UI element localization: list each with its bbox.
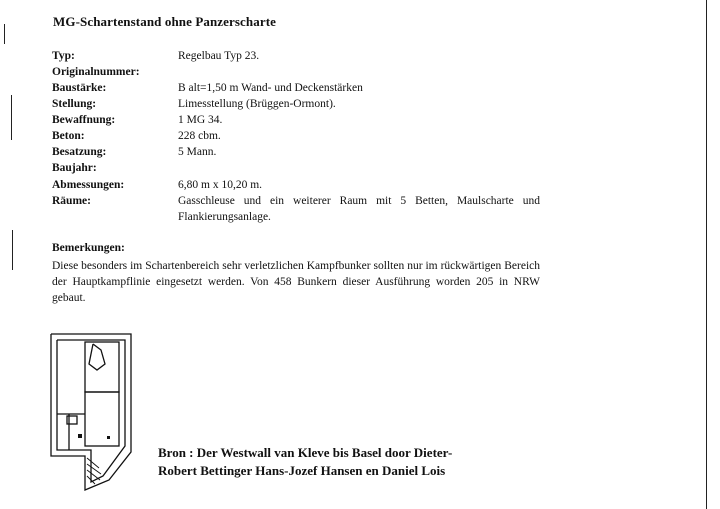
spec-value: Gasschleuse und ein weiterer Raum mit 5 Betten, Maulscharte und Flankierungsanlage. bbox=[178, 195, 540, 223]
source-citation bbox=[158, 444, 452, 480]
scan-edge-mark-top bbox=[4, 24, 5, 44]
remarks-heading: Bemerkungen: bbox=[52, 242, 125, 254]
spec-label: Baustärke: bbox=[52, 82, 107, 94]
plan-hatch bbox=[87, 464, 101, 474]
source-line-1: Bron : Der Westwall van Kleve bis Basel door Dieter- bbox=[158, 445, 453, 460]
spec-label: Beton: bbox=[52, 130, 85, 142]
scan-right-border bbox=[706, 0, 707, 509]
spec-value: 1 MG 34. bbox=[178, 114, 223, 126]
plan-inner-wall bbox=[57, 340, 125, 482]
spec-label: Abmessungen: bbox=[52, 179, 125, 191]
spec-label: Originalnummer: bbox=[52, 66, 140, 78]
spec-value: Regelbau Typ 23. bbox=[178, 50, 260, 62]
spec-value: 6,80 m x 10,20 m. bbox=[178, 179, 263, 191]
scan-edge-mark-middle bbox=[11, 95, 12, 140]
spec-label: Räume: bbox=[52, 195, 91, 207]
spec-label: Besatzung: bbox=[52, 146, 107, 158]
spec-value: 228 cbm. bbox=[178, 130, 221, 142]
source-line-2: Robert Bettinger Hans-Jozef Hansen en Daniel Lois bbox=[158, 463, 446, 478]
plan-entrance bbox=[89, 344, 105, 370]
bunker-floor-plan bbox=[45, 330, 145, 492]
spec-label: Bewaffnung: bbox=[52, 114, 116, 126]
spec-label: Typ: bbox=[52, 50, 75, 62]
spec-value: 5 Mann. bbox=[178, 146, 217, 158]
plan-hatch bbox=[87, 458, 99, 468]
scan-edge-mark-lower bbox=[12, 230, 13, 270]
remarks-text: Diese besonders im Schartenbereich sehr verletzlichen Kampfbunker sollten nur im rückwärtigen Bereich der Hauptkampflinie eingesetzt werden. Von 458 Bunkern dieser Ausführung worden 205 in NRW gebaut. bbox=[52, 260, 540, 304]
plan-pillar bbox=[78, 434, 82, 438]
spec-value: Limesstellung (Brüggen-Ormont). bbox=[178, 98, 336, 110]
plan-pillar bbox=[107, 436, 110, 439]
spec-label: Stellung: bbox=[52, 98, 97, 110]
document-title: MG-Schartenstand ohne Panzerscharte bbox=[53, 14, 277, 29]
plan-room-lower bbox=[85, 392, 119, 446]
spec-label: Baujahr: bbox=[52, 162, 97, 174]
spec-value: B alt=1,50 m Wand- und Deckenstärken bbox=[178, 82, 363, 94]
